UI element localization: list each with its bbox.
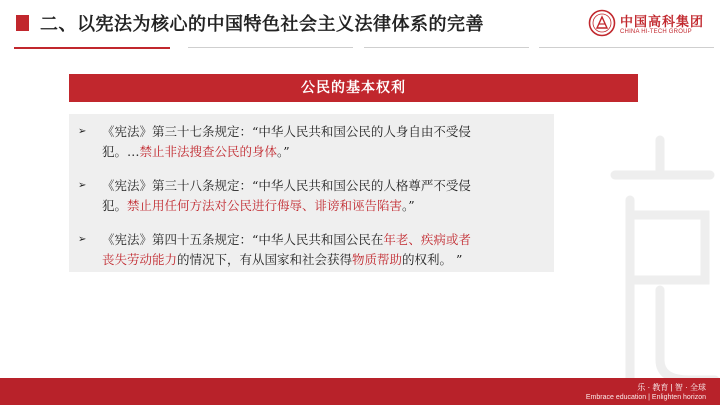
right-text-line (102, 142, 552, 162)
company-logo (588, 9, 716, 39)
watermark-graphic (600, 130, 720, 390)
header-divider (14, 47, 714, 49)
highlight-text: 物质帮助 (352, 252, 403, 267)
footer-slogan: 乐 · 教育 | 智 · 全球 (637, 383, 706, 392)
title-marker (16, 15, 29, 31)
arrow-bullet-icon: ➢ (78, 180, 87, 191)
highlight-text: 丧失劳动能力 (102, 252, 178, 267)
text-segment: 。” (277, 144, 290, 159)
arrow-bullet-icon: ➢ (78, 126, 87, 137)
arrow-bullet-icon: ➢ (78, 234, 87, 245)
right-text-line (102, 196, 552, 216)
text-segment: 的情况下，有从国家和社会获得 (177, 252, 353, 267)
right-text-line: 《宪法》第三十八条规定：“中华人民共和国公民的人格尊严不受侵 (102, 178, 471, 193)
header-rule-gray (188, 47, 353, 48)
text-segment: 的权利。 ” (402, 252, 463, 267)
text-segment: 犯。… (102, 144, 140, 159)
text-segment: 犯。 (102, 198, 128, 213)
highlight-text: 禁止非法搜查公民的身体 (139, 144, 278, 159)
footer-bar (0, 378, 720, 405)
right-text-line: 《宪法》第三十七条规定：“中华人民共和国公民的人身自由不受侵 (102, 124, 471, 139)
rights-panel (69, 114, 554, 272)
highlight-text: 年老、疾病或者 (383, 232, 471, 247)
logo-english-name: CHINA HI-TECH GROUP (620, 29, 692, 35)
right-text-line (102, 230, 552, 250)
page-title: 二、以宪法为核心的中国特色社会主义法律体系的完善 (40, 14, 484, 35)
right-text (102, 176, 552, 216)
logo-chinese-name: 中国高科集团 (620, 15, 705, 30)
highlight-text: 禁止用任何方法对公民进行侮辱、诽谤和诬告陷害 (127, 198, 403, 213)
right-text (102, 230, 552, 270)
right-text (102, 122, 552, 162)
footer-slogan-english: Embrace education | Enlighten horizon (585, 394, 706, 401)
header-rule-red (14, 47, 170, 49)
header-rule-gray (539, 47, 714, 48)
text-segment: 。” (402, 198, 415, 213)
text-segment: 《宪法》第四十五条规定：“中华人民共和国公民在 (102, 232, 384, 247)
seal-logo-icon (588, 9, 616, 37)
section-title: 公民的基本权利 (69, 74, 638, 102)
header-rule-gray (364, 47, 529, 48)
right-text-line (102, 250, 552, 270)
